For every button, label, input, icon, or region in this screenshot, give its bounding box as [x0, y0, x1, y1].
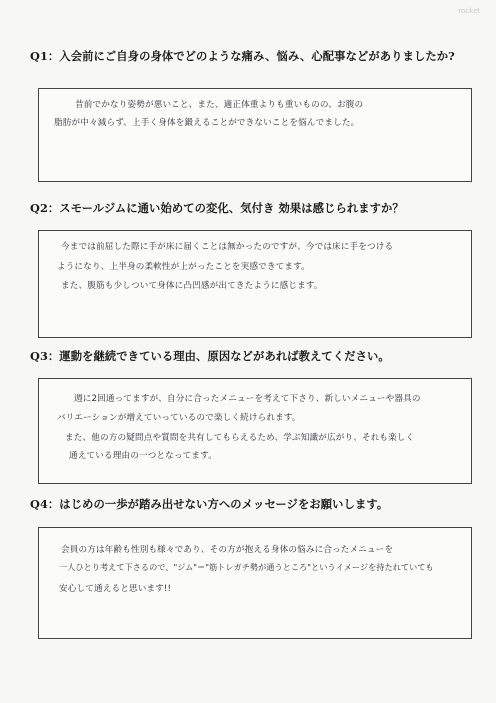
answer-2-line-3: また、腹筋も少しついて身体に凸凹感が出てきたように感じます。	[61, 281, 323, 291]
question-4-label: Q4：はじめの一歩が踏み出せない方へのメッセージをお願いします。	[30, 497, 389, 511]
answer-4-box	[38, 527, 472, 639]
question-2-label: Q2：スモールジムに通い始めての変化、気付き 効果は感じられますか？	[30, 201, 404, 215]
watermark-logo: rocket	[458, 7, 480, 15]
answer-4-line-1: 会員の方は年齢も性別も様々であり、その方が抱える身体の悩みに合ったメニューを	[61, 545, 394, 555]
answer-2-line-1: 今までは前屈した際に手が床に届くことは無かったのですが、今では床に手をつける	[61, 242, 394, 252]
answer-3-line-2: バリエーションが増えていっているので楽しく続けられます。	[57, 413, 301, 423]
answer-1-line-1: 昔前でかなり姿勢が悪いこと、また、適正体重よりも重いものの、お腹の	[75, 100, 364, 110]
answer-3-line-4: 通えている理由の一つとなってます。	[69, 451, 217, 461]
answer-4-line-3: 安心して通えると思います!!	[59, 584, 172, 594]
answer-1-box	[38, 88, 472, 182]
question-3-label: Q3：運動を継続できている理由、原因などがあれば教えてください。	[30, 349, 390, 363]
question-1-label: Q1：入会前にご自身の身体でどのような痛み、悩み、心配事などがありましたか?	[30, 49, 455, 63]
answer-3-box	[38, 378, 472, 484]
answer-3-line-3: また、他の方の疑問点や質問を共有してもらえるため、学ぶ知識が広がり、それも楽しく	[65, 433, 415, 443]
answer-3-line-1: 週に2回通ってますが、自分に合ったメニューを考えて下さり、新しいメニューや器具の	[74, 394, 421, 404]
answer-4-line-2: 一人ひとり考えて下さるので、"ジム"＝"筋トレガチ勢が通うところ"というイメージを持たれていても	[59, 562, 434, 572]
answer-2-line-2: ようになり、上半身の柔軟性が上がったことを実感できてます。	[57, 262, 310, 272]
answer-1-line-2: 脂肪が中々減らず、上手く身体を鍛えることができないことを悩んでました。	[54, 118, 360, 128]
answer-2-box	[38, 230, 472, 338]
